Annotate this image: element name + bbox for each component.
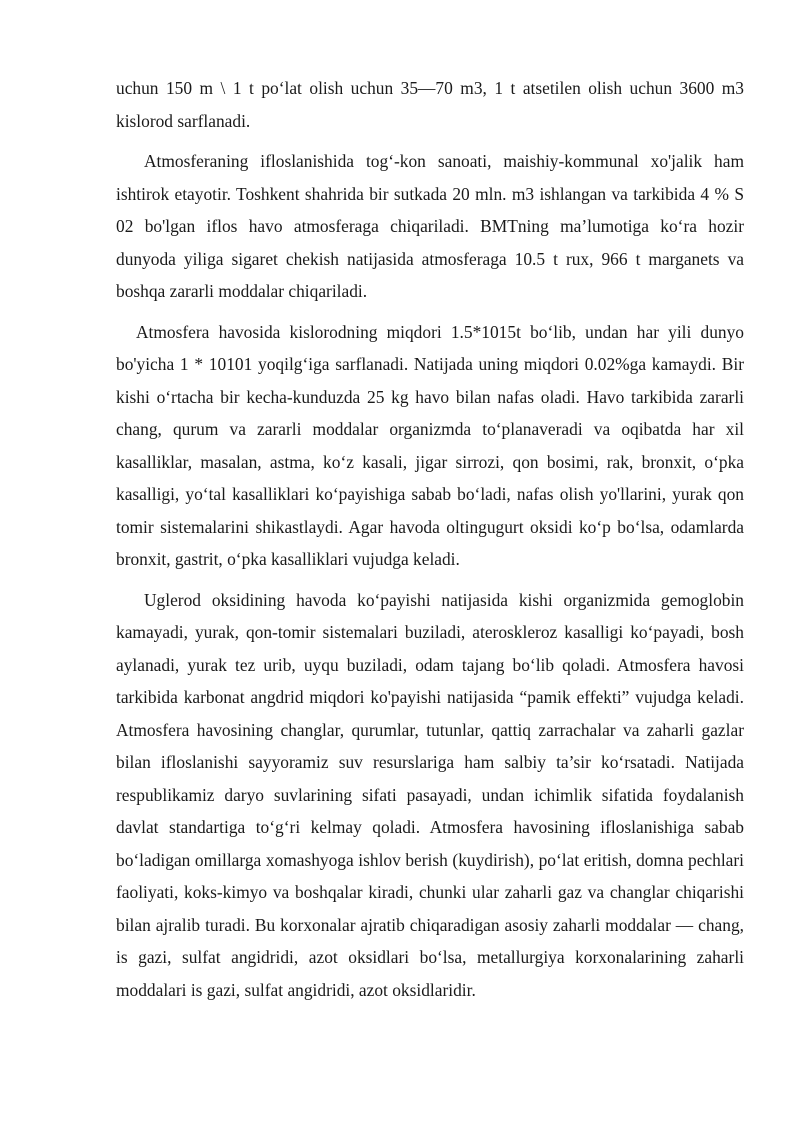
paragraph-continuation: uchun 150 m \ 1 t po‘lat olish uchun 35—70 m3, 1 t atsetilen olish uchun 3600 m3 kislorod sarflanadi.: [116, 78, 744, 131]
paragraph-oxygen-health: Atmosfera havosida kislorodning miqdori 1.5*1015t bo‘lib, undan har yili dunyo bo'yicha 1 * 10101 yoqilg‘iga sarflanadi. Natijada uning miqdori 0.02%ga kamaydi. Bir kishi o‘rtacha bir kecha-kunduzda 25 kg havo bilan nafas oladi. Havo tarkibida zararli chang, qurum va zararli moddalar organizmda to‘planaveradi va oqibatda har xil kasalliklar, masalan, astma, ko‘z kasali, jigar sirrozi, qon bosimi, rak, bronxit, o‘pka kasalligi, yo‘tal kasalliklari ko‘payishiga sabab bo‘ladi, nafas olish yo'llarini, yurak qon tomir sistemalarini shikastlaydi. Agar havoda oltingugurt oksidi ko‘p bo‘lsa, odamlarda bronxit, gastrit, o‘pka kasalliklari vujudga keladi.: [116, 321, 744, 569]
paragraph-carbon-oxide-effects: Uglerod oksidining havoda ko‘payishi natijasida kishi organizmida gemoglobin kamayadi, yurak, qon-tomir sistemalari buziladi, ateroskleroz kasalligi ko‘payadi, bosh aylanadi, yurak tez urib, uyqu buziladi, odam tajang bo‘lib qoladi. Atmosfera havosi tarkibida karbonat angdrid miqdori ko'payishi natijasida “pamik effekti” vujudga keladi. Atmosfera havosining changlar, qurumlar, tutunlar, qattiq zarrachalar va zaharli gazlar bilan ifloslanishi sayyoramiz suv resurslariga ham salbiy ta’sir ko‘rsatadi. Natijada respublikamiz daryo suvlarining sifati pasayadi, undan ichimlik sifatida foydalanish davlat standartiga to‘g‘ri kelmay qoladi. Atmosfera havosining ifloslanishiga sabab bo‘ladigan omillarga xomashyoga ishlov berish (kuydirish), po‘lat eritish, domna pechlari faoliyati, koks-kimyo va boshqalar kiradi, chunki ular zaharli gaz va changlar chiqarishi bilan ajralib turadi. Bu korxonalar ajratib chiqaradigan asosiy zaharli moddalar — chang, is gazi, sulfat angidridi, azot oksidlari bo‘lsa, metallurgiya korxonalarining zaharli moddalari is gazi, sulfat angidridi, azot oksidlaridir.: [116, 589, 744, 1000]
paragraph-pollution-sources: Atmosferaning ifloslanishida tog‘-kon sanoati, maishiy-kommunal xo'jalik ham ishtirok etayotir. Toshkent shahrida bir sutkada 20 mln. m3 ishlangan va tarkibida 4 % S 02 bo'lgan iflos havo atmosferaga chiqariladi. BMTning ma’lumotiga ko‘ra hozir dunyoda yiliga sigaret chekish natijasida atmosferaga 10.5 t rux, 966 t marganets va boshqa zararli moddalar chiqariladi.: [116, 151, 744, 301]
